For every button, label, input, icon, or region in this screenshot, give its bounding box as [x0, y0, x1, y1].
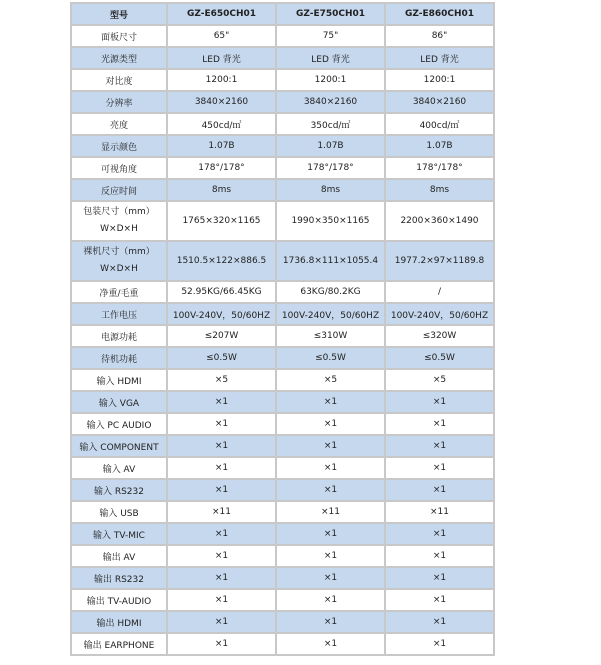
cell-value: ×1	[386, 546, 493, 566]
cell-value: ×11	[386, 502, 493, 522]
cell-value: 2200×360×1490	[386, 202, 493, 240]
row-label: 面板尺寸	[72, 26, 166, 46]
cell-value: 1990×350×1165	[277, 202, 384, 240]
row-label: 输出 RS232	[72, 568, 166, 588]
cell-value: ×1	[386, 634, 493, 654]
cell-value: ≤207W	[168, 326, 275, 346]
cell-value: ×11	[277, 502, 384, 522]
row-label: 电源功耗	[72, 326, 166, 346]
table-row	[72, 392, 493, 412]
cell-value: 63KG/80.2KG	[277, 282, 384, 302]
cell-value: ×1	[277, 612, 384, 632]
cell-value: 100V-240V，50/60HZ	[386, 304, 493, 324]
cell-value: 86"	[386, 26, 493, 46]
cell-value: ×1	[277, 480, 384, 500]
table-row	[72, 458, 493, 478]
table-row	[72, 370, 493, 390]
table-row	[72, 180, 493, 200]
cell-value: ×1	[168, 414, 275, 434]
table-row	[72, 282, 493, 302]
row-label: 输出 AV	[72, 546, 166, 566]
cell-value: ×1	[386, 524, 493, 544]
row-label-line-2: W×D×H	[100, 264, 138, 274]
cell-value: ×1	[386, 612, 493, 632]
cell-value: LED 背光	[277, 48, 384, 68]
header-model-3: GZ-E860CH01	[386, 4, 493, 24]
row-label: 输出 HDMI	[72, 612, 166, 632]
cell-value: ×1	[277, 524, 384, 544]
table-row	[72, 26, 493, 46]
row-label: 分辨率	[72, 92, 166, 112]
cell-value: 3840×2160	[277, 92, 384, 112]
cell-value: 178°/178°	[168, 158, 275, 178]
row-label: 输入 HDMI	[72, 370, 166, 390]
cell-value: 75"	[277, 26, 384, 46]
cell-value: 1765×320×1165	[168, 202, 275, 240]
table-row	[72, 202, 493, 240]
cell-value: ×1	[277, 392, 384, 412]
table-row	[72, 436, 493, 456]
row-label: 待机功耗	[72, 348, 166, 368]
row-label: 输出 EARPHONE	[72, 634, 166, 654]
row-label: 输入 RS232	[72, 480, 166, 500]
row-label: 工作电压	[72, 304, 166, 324]
cell-value: ×1	[386, 414, 493, 434]
cell-value: ×1	[168, 568, 275, 588]
cell-value: ×5	[277, 370, 384, 390]
cell-value: 8ms	[277, 180, 384, 200]
table-row	[72, 612, 493, 632]
row-label: 输入 USB	[72, 502, 166, 522]
header-row	[72, 4, 493, 24]
cell-value: ×1	[168, 392, 275, 412]
cell-value: ×1	[168, 436, 275, 456]
cell-value: ×1	[277, 436, 384, 456]
table-row	[72, 114, 493, 134]
row-label: 光源类型	[72, 48, 166, 68]
row-label: 输入 VGA	[72, 392, 166, 412]
table-row	[72, 348, 493, 368]
cell-value: 178°/178°	[386, 158, 493, 178]
cell-value: 400cd/㎡	[386, 114, 493, 134]
table-row	[72, 568, 493, 588]
cell-value: 1736.8×111×1055.4	[277, 242, 384, 280]
table-row	[72, 414, 493, 434]
cell-value: 350cd/㎡	[277, 114, 384, 134]
table-row	[72, 92, 493, 112]
cell-value: ×11	[168, 502, 275, 522]
table-row	[72, 480, 493, 500]
cell-value: ×1	[386, 436, 493, 456]
cell-value: 1510.5×122×886.5	[168, 242, 275, 280]
cell-value: 450cd/㎡	[168, 114, 275, 134]
cell-value: 3840×2160	[386, 92, 493, 112]
table-row	[72, 70, 493, 90]
row-label-line-2: W×D×H	[100, 224, 138, 234]
cell-value: ×1	[386, 458, 493, 478]
table-row	[72, 136, 493, 156]
cell-value: ≤0.5W	[277, 348, 384, 368]
row-label: 输出 TV-AUDIO	[72, 590, 166, 610]
cell-value: ×1	[168, 546, 275, 566]
table-row	[72, 304, 493, 324]
cell-value: 8ms	[168, 180, 275, 200]
cell-value: ×1	[386, 590, 493, 610]
cell-value: 1977.2×97×1189.8	[386, 242, 493, 280]
cell-value: 3840×2160	[168, 92, 275, 112]
cell-value: 1.07B	[277, 136, 384, 156]
table-row	[72, 326, 493, 346]
cell-value: ×1	[168, 634, 275, 654]
row-label-line-1: 裸机尺寸（mm）	[83, 247, 155, 257]
cell-value: ×1	[386, 568, 493, 588]
cell-value: ×1	[277, 568, 384, 588]
cell-value: ×1	[168, 458, 275, 478]
cell-value: ×1	[386, 480, 493, 500]
table-row	[72, 524, 493, 544]
cell-value: 100V-240V，50/60HZ	[277, 304, 384, 324]
cell-value: LED 背光	[168, 48, 275, 68]
table-row	[72, 502, 493, 522]
cell-value: 1200:1	[386, 70, 493, 90]
cell-value: ×1	[277, 458, 384, 478]
cell-value: 1.07B	[168, 136, 275, 156]
cell-value: ×1	[277, 546, 384, 566]
row-label: 输入 COMPONENT	[72, 436, 166, 456]
table-row	[72, 48, 493, 68]
cell-value: 8ms	[386, 180, 493, 200]
cell-value: ×5	[168, 370, 275, 390]
cell-value: ×1	[277, 634, 384, 654]
row-label: 可视角度	[72, 158, 166, 178]
cell-value: 65"	[168, 26, 275, 46]
cell-value: 1.07B	[386, 136, 493, 156]
cell-value: ×1	[168, 524, 275, 544]
cell-value: 52.95KG/66.45KG	[168, 282, 275, 302]
cell-value: ×1	[168, 612, 275, 632]
cell-value: 1200:1	[277, 70, 384, 90]
header-model-1: GZ-E650CH01	[168, 4, 275, 24]
table-row	[72, 590, 493, 610]
cell-value: ≤320W	[386, 326, 493, 346]
row-label: 对比度	[72, 70, 166, 90]
cell-value: 178°/178°	[277, 158, 384, 178]
row-label: 输入 PC AUDIO	[72, 414, 166, 434]
table-row	[72, 242, 493, 280]
spec-table	[70, 2, 495, 656]
row-label: 显示颜色	[72, 136, 166, 156]
row-label: 输入 TV-MIC	[72, 524, 166, 544]
table-row	[72, 546, 493, 566]
cell-value: ×1	[168, 480, 275, 500]
row-label: 净重/毛重	[72, 282, 166, 302]
cell-value: ×1	[277, 590, 384, 610]
row-label	[72, 202, 166, 240]
cell-value: ×1	[386, 392, 493, 412]
cell-value: ×1	[277, 414, 384, 434]
cell-value: ≤0.5W	[386, 348, 493, 368]
row-label	[72, 242, 166, 280]
cell-value: 100V-240V，50/60HZ	[168, 304, 275, 324]
header-label: 型号	[72, 4, 166, 24]
cell-value: ×1	[168, 590, 275, 610]
row-label: 输入 AV	[72, 458, 166, 478]
cell-value: ≤310W	[277, 326, 384, 346]
header-model-2: GZ-E750CH01	[277, 4, 384, 24]
cell-value: ×5	[386, 370, 493, 390]
row-label: 亮度	[72, 114, 166, 134]
row-label-line-1: 包装尺寸（mm）	[83, 207, 155, 217]
cell-value: /	[386, 282, 493, 302]
table-row	[72, 158, 493, 178]
cell-value: 1200:1	[168, 70, 275, 90]
cell-value: LED 背光	[386, 48, 493, 68]
row-label: 反应时间	[72, 180, 166, 200]
cell-value: ≤0.5W	[168, 348, 275, 368]
table-row	[72, 634, 493, 654]
